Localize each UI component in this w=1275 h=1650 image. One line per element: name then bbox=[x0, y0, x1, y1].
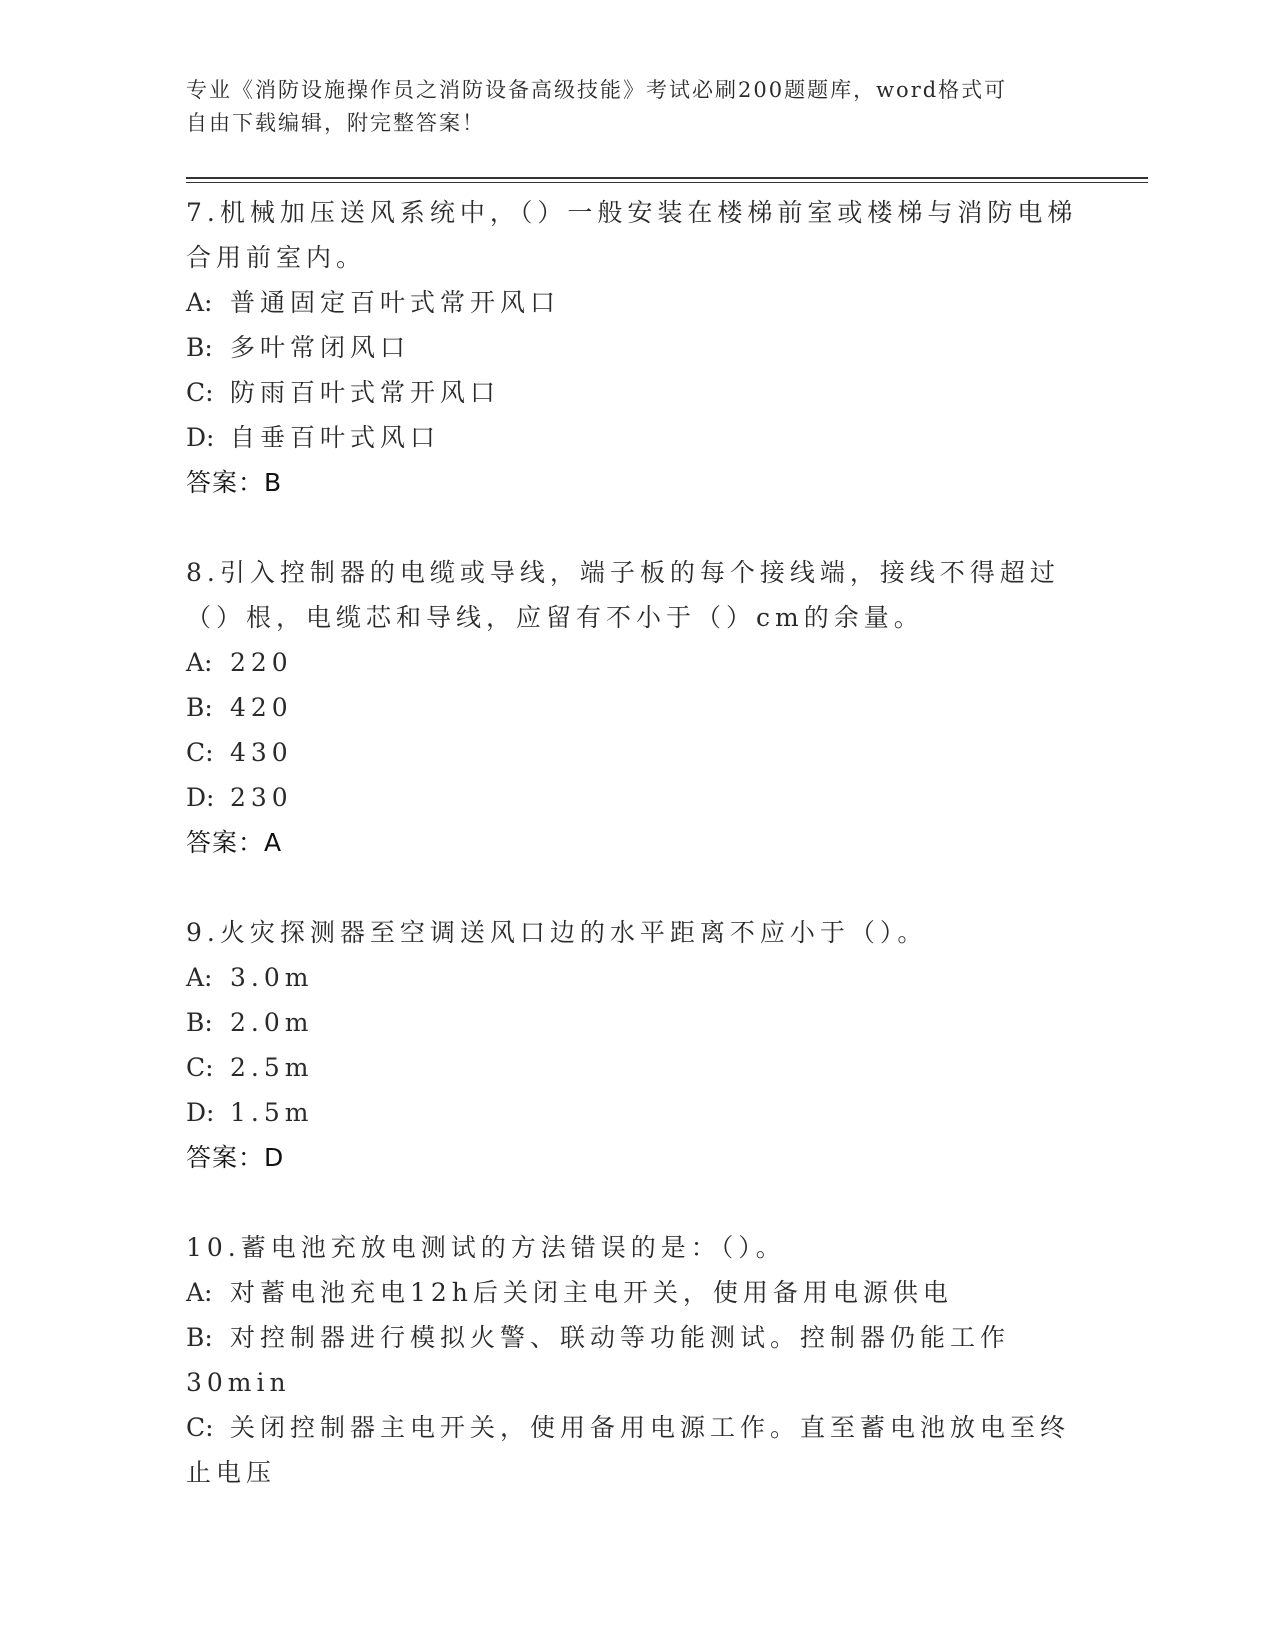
answer-line: 答案：A bbox=[186, 828, 283, 857]
option-c bbox=[186, 730, 1086, 775]
question-9 bbox=[186, 910, 1086, 1180]
option-d bbox=[186, 775, 1086, 820]
option-text: 关闭控制器主电开关，使用备用电源工作。直至蓄电池放电至终止电压 bbox=[186, 1413, 1071, 1487]
option-text: 自垂百叶式风口 bbox=[230, 423, 441, 452]
option-text: 2.5m bbox=[230, 1053, 314, 1082]
option-letter: A: bbox=[186, 288, 213, 317]
answer-line: 答案：B bbox=[186, 468, 283, 497]
option-letter: C: bbox=[186, 738, 214, 767]
header-divider-thick bbox=[186, 177, 1148, 179]
question-8 bbox=[186, 550, 1086, 865]
question-stem: 7.机械加压送风系统中，（）一般安装在楼梯前室或楼梯与消防电梯合用前室内。 bbox=[186, 198, 1078, 272]
header-line-2: 自由下载编辑，附完整答案！ bbox=[186, 111, 485, 135]
option-letter: A: bbox=[186, 648, 213, 677]
option-a bbox=[186, 640, 1086, 685]
option-b bbox=[186, 325, 1086, 370]
option-text: 230 bbox=[230, 783, 293, 812]
option-text: 防雨百叶式常开风口 bbox=[230, 378, 501, 407]
option-a bbox=[186, 955, 1086, 1000]
document-header bbox=[186, 74, 1066, 140]
option-b bbox=[186, 1315, 1086, 1405]
question-10 bbox=[186, 1225, 1086, 1495]
header-divider-thin bbox=[186, 182, 1148, 183]
option-text: 420 bbox=[230, 693, 293, 722]
question-7 bbox=[186, 190, 1086, 505]
option-text: 对控制器进行模拟火警、联动等功能测试。控制器仍能工作30min bbox=[186, 1323, 1011, 1397]
option-letter: D: bbox=[186, 783, 215, 812]
question-list bbox=[186, 190, 1086, 1540]
option-letter: D: bbox=[186, 1098, 215, 1127]
option-text: 2.0m bbox=[230, 1008, 314, 1037]
option-a bbox=[186, 1270, 1086, 1315]
option-text: 3.0m bbox=[230, 963, 314, 992]
option-letter: A: bbox=[186, 963, 213, 992]
option-text: 普通固定百叶式常开风口 bbox=[230, 288, 561, 317]
option-d bbox=[186, 1090, 1086, 1135]
option-a bbox=[186, 280, 1086, 325]
option-letter: A: bbox=[186, 1278, 213, 1307]
option-letter: B: bbox=[186, 1008, 213, 1037]
option-b bbox=[186, 685, 1086, 730]
answer-line: 答案：D bbox=[186, 1143, 285, 1172]
option-c bbox=[186, 1405, 1086, 1495]
option-text: 对蓄电池充电12h后关闭主电开关，使用备用电源供电 bbox=[230, 1278, 953, 1307]
option-letter: B: bbox=[186, 333, 213, 362]
option-letter: B: bbox=[186, 1323, 213, 1352]
option-letter: C: bbox=[186, 1413, 214, 1442]
option-text: 多叶常闭风口 bbox=[230, 333, 411, 362]
option-letter: B: bbox=[186, 693, 213, 722]
option-c bbox=[186, 1045, 1086, 1090]
option-text: 220 bbox=[230, 648, 293, 677]
header-line-1: 专业《消防设施操作员之消防设备高级技能》考试必刷200题题库，word格式可 bbox=[186, 78, 1008, 102]
option-letter: D: bbox=[186, 423, 215, 452]
option-letter: C: bbox=[186, 1053, 214, 1082]
option-letter: C: bbox=[186, 378, 214, 407]
option-text: 1.5m bbox=[230, 1098, 314, 1127]
option-d bbox=[186, 415, 1086, 460]
question-stem: 8.引入控制器的电缆或导线，端子板的每个接线端，接线不得超过（）根，电缆芯和导线，应留有不小于（）cm的余量。 bbox=[186, 558, 1060, 632]
question-stem: 9.火灾探测器至空调送风口边的水平距离不应小于（）。 bbox=[186, 918, 928, 947]
option-b bbox=[186, 1000, 1086, 1045]
option-text: 430 bbox=[230, 738, 293, 767]
question-stem: 10.蓄电池充放电测试的方法错误的是：（）。 bbox=[186, 1233, 786, 1262]
option-c bbox=[186, 370, 1086, 415]
